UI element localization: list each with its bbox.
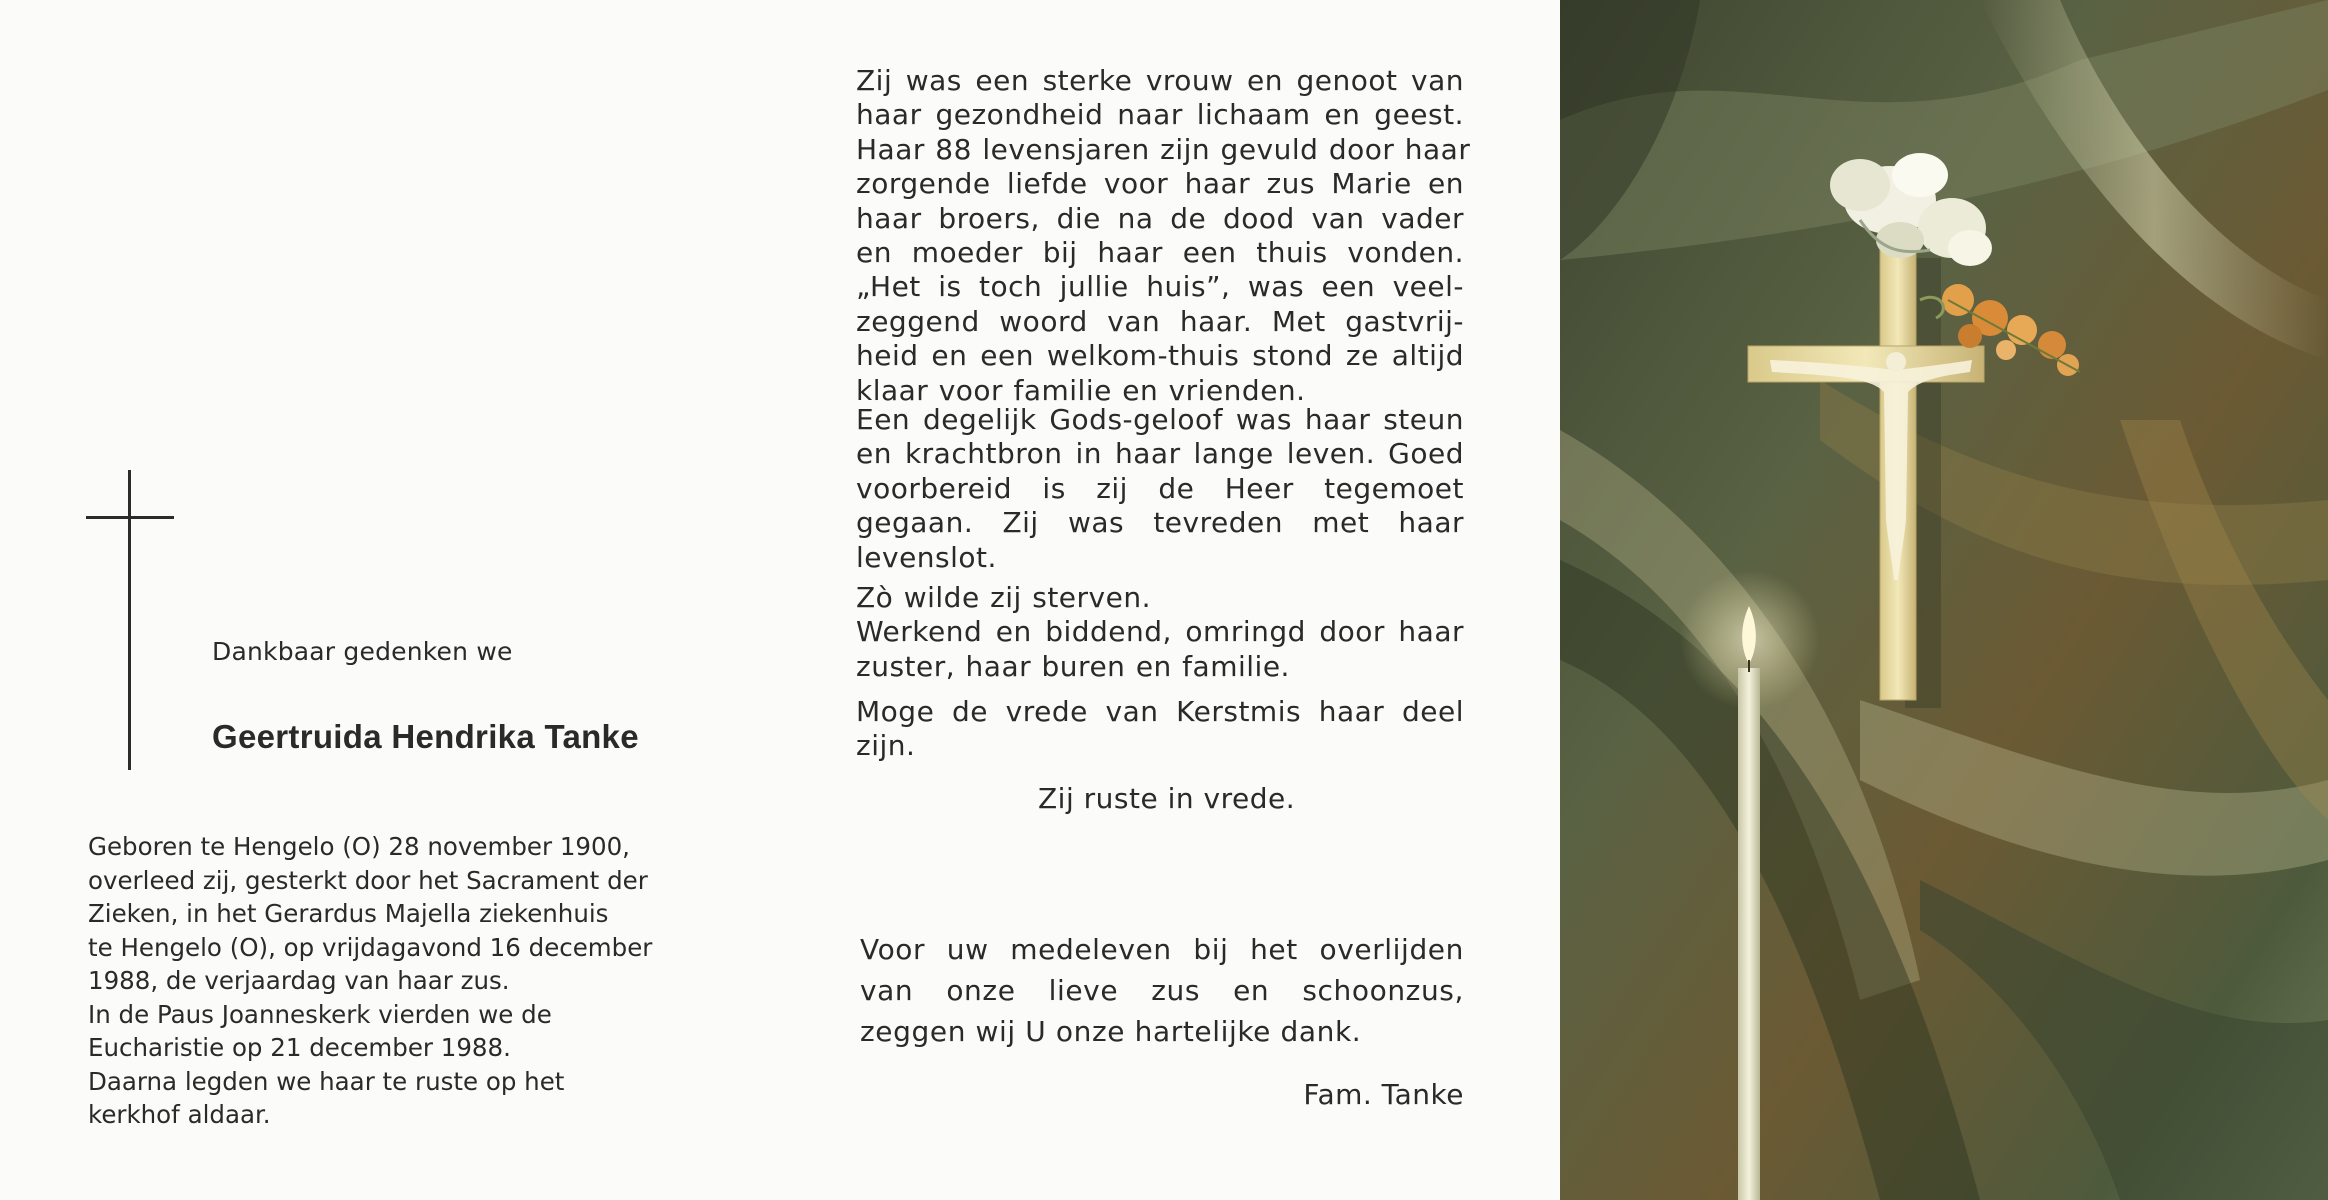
paragraph-line: klaar voor familie en vrienden. (856, 373, 1306, 407)
bio-line: Daarna legden we haar te ruste op het (88, 1066, 565, 1096)
paragraph-line: gegaan. Zij was tevreden met haar (856, 506, 1464, 540)
bio-line: te Hengelo (O), op vrijdagavond 16 december (88, 932, 653, 962)
paragraph-line: Moge de vrede van Kerstmis haar deel (856, 695, 1464, 728)
paragraph-line: zuster, haar buren en familie. (856, 649, 1290, 683)
crucifix-candle-photo (1560, 0, 2328, 1200)
paragraph-line: Een degelijk Gods-geloof was haar steun (856, 403, 1464, 436)
closing-line: Zij ruste in vrede. (1038, 782, 1296, 815)
family-signature: Fam. Tanke (1303, 1078, 1464, 1111)
paragraph-line: voorbereid is zij de Heer tegemoet (856, 471, 1464, 505)
paragraph-line: Werkend en biddend, omringd door haar (856, 615, 1464, 649)
middle-panel (850, 0, 1470, 1200)
paragraph-christmas (856, 695, 1464, 764)
bio-line: Geboren te Hengelo (O) 28 november 1900, (88, 832, 630, 861)
bio-line: Eucharistie op 21 december 1988. (88, 1033, 511, 1062)
paragraph-line: haar broers, die na de dood van vader (856, 201, 1464, 235)
bio-line: overleed zij, gesterkt door het Sacrament der (88, 865, 648, 895)
paragraph-line: en moeder bij haar een thuis vonden. (856, 236, 1464, 270)
paragraph-line: en krachtbron in haar lange leven. Goed (856, 437, 1464, 471)
bio-line: 1988, de verjaardag van haar zus. (88, 966, 510, 995)
paragraph-faith (856, 403, 1464, 575)
intro-text: Dankbaar gedenken we (212, 637, 513, 666)
thanks-line: zeggen wij U onze hartelijke dank. (860, 1015, 1362, 1048)
paragraph-death (856, 581, 1464, 684)
biography (88, 830, 688, 1132)
left-panel (0, 0, 780, 1200)
bio-line: kerkhof aldaar. (88, 1100, 271, 1129)
paragraph-line: zorgende liefde voor haar zus Marie en (856, 167, 1464, 201)
paragraph-line: Zò wilde zij sterven. (856, 581, 1151, 614)
thanks-line: Voor uw medeleven bij het overlijden (860, 933, 1464, 966)
bio-line: Zieken, in het Gerardus Majella ziekenhuis (88, 899, 609, 928)
paragraph-line: zeggend woord van haar. Met gastvrij- (856, 304, 1464, 338)
thanks-line: van onze lieve zus en schoonzus, (860, 974, 1464, 1007)
bio-line: In de Paus Joanneskerk vierden we de (88, 999, 552, 1029)
paragraph-line: zijn. (856, 729, 916, 763)
paragraph-line: „Het is toch jullie huis”, was een veel- (856, 270, 1464, 304)
paragraph-line: heid en een welkom-thuis stond ze altijd (856, 339, 1464, 373)
thanks-paragraph (860, 929, 1464, 1052)
paragraph-line: levenslot. (856, 540, 997, 574)
cross-icon (86, 470, 178, 770)
deceased-name: Geertruida Hendrika Tanke (212, 718, 639, 755)
paragraph-line: Zij was een sterke vrouw en genoot van (856, 64, 1464, 97)
paragraph-character (856, 64, 1471, 408)
paragraph-line: Haar 88 levensjaren zijn gevuld door haar (856, 132, 1471, 166)
paragraph-line: haar gezondheid naar lichaam en geest. (856, 98, 1464, 132)
